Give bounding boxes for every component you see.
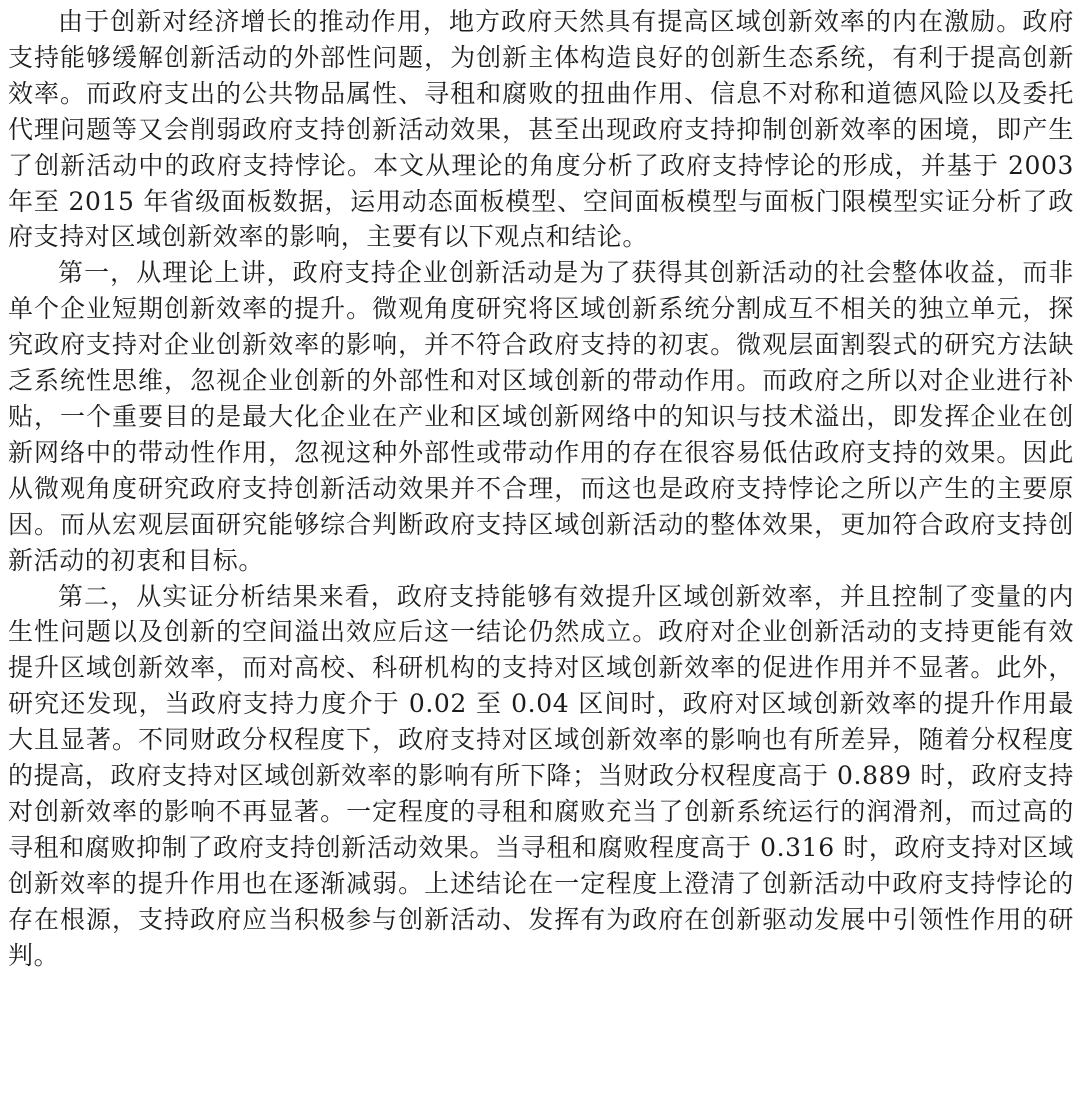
document-body: [8, 4, 1074, 973]
paragraph-first-conclusion: 第一，从理论上讲，政府支持企业创新活动是为了获得其创新活动的社会整体收益，而非单个企业短期创新效率的提升。微观角度研究将区域创新系统分割成互不相关的独立单元，探究政府支持对企业创新效率的影响，并不符合政府支持的初衷。微观层面割裂式的研究方法缺乏系统性思维，忽视企业创新的外部性和对区域创新的带动作用。而政府之所以对企业进行补贴，一个重要目的是最大化企业在产业和区域创新网络中的知识与技术溢出，即发挥企业在创新网络中的带动性作用，忽视这种外部性或带动作用的存在很容易低估政府支持的效果。因此从微观角度研究政府支持创新活动效果并不合理，而这也是政府支持悖论之所以产生的主要原因。而从宏观层面研究能够综合判断政府支持区域创新活动的整体效果，更加符合政府支持创新活动的初衷和目标。: [8, 258, 1074, 575]
paragraph-intro: 由于创新对经济增长的推动作用，地方政府天然具有提高区域创新效率的内在激励。政府支持能够缓解创新活动的外部性问题，为创新主体构造良好的创新生态系统，有利于提高创新效率。而政府支出的公共物品属性、寻租和腐败的扭曲作用、信息不对称和道德风险以及委托代理问题等又会削弱政府支持创新活动效果，甚至出现政府支持抑制创新效率的困境，即产生了创新活动中的政府支持悖论。本文从理论的角度分析了政府支持悖论的形成，并基于 2003 年至 2015 年省级面板数据，运用动态面板模型、空间面板模型与面板门限模型实证分析了政府支持对区域创新效率的影响，主要有以下观点和结论。: [8, 7, 1074, 252]
paragraph-second-conclusion: 第二，从实证分析结果来看，政府支持能够有效提升区域创新效率，并且控制了变量的内生性问题以及创新的空间溢出效应后这一结论仍然成立。政府对企业创新活动的支持更能有效提升区域创新效率，而对高校、科研机构的支持对区域创新效率的促进作用并不显著。此外，研究还发现，当政府支持力度介于 0.02 至 0.04 区间时，政府对区域创新效率的提升作用最大且显著。不同财政分权程度下，政府支持对区域创新效率的影响也有所差异，随着分权程度的提高，政府支持对区域创新效率的影响有所下降；当财政分权程度高于 0.889 时，政府支持对创新效率的影响不再显著。一定程度的寻租和腐败充当了创新系统运行的润滑剂，而过高的寻租和腐败抑制了政府支持创新活动效果。当寻租和腐败程度高于 0.316 时，政府支持对区域创新效率的提升作用也在逐渐减弱。上述结论在一定程度上澄清了创新活动中政府支持悖论的存在根源，支持政府应当积极参与创新活动、发挥有为政府在创新驱动发展中引领性作用的研判。: [8, 581, 1074, 970]
